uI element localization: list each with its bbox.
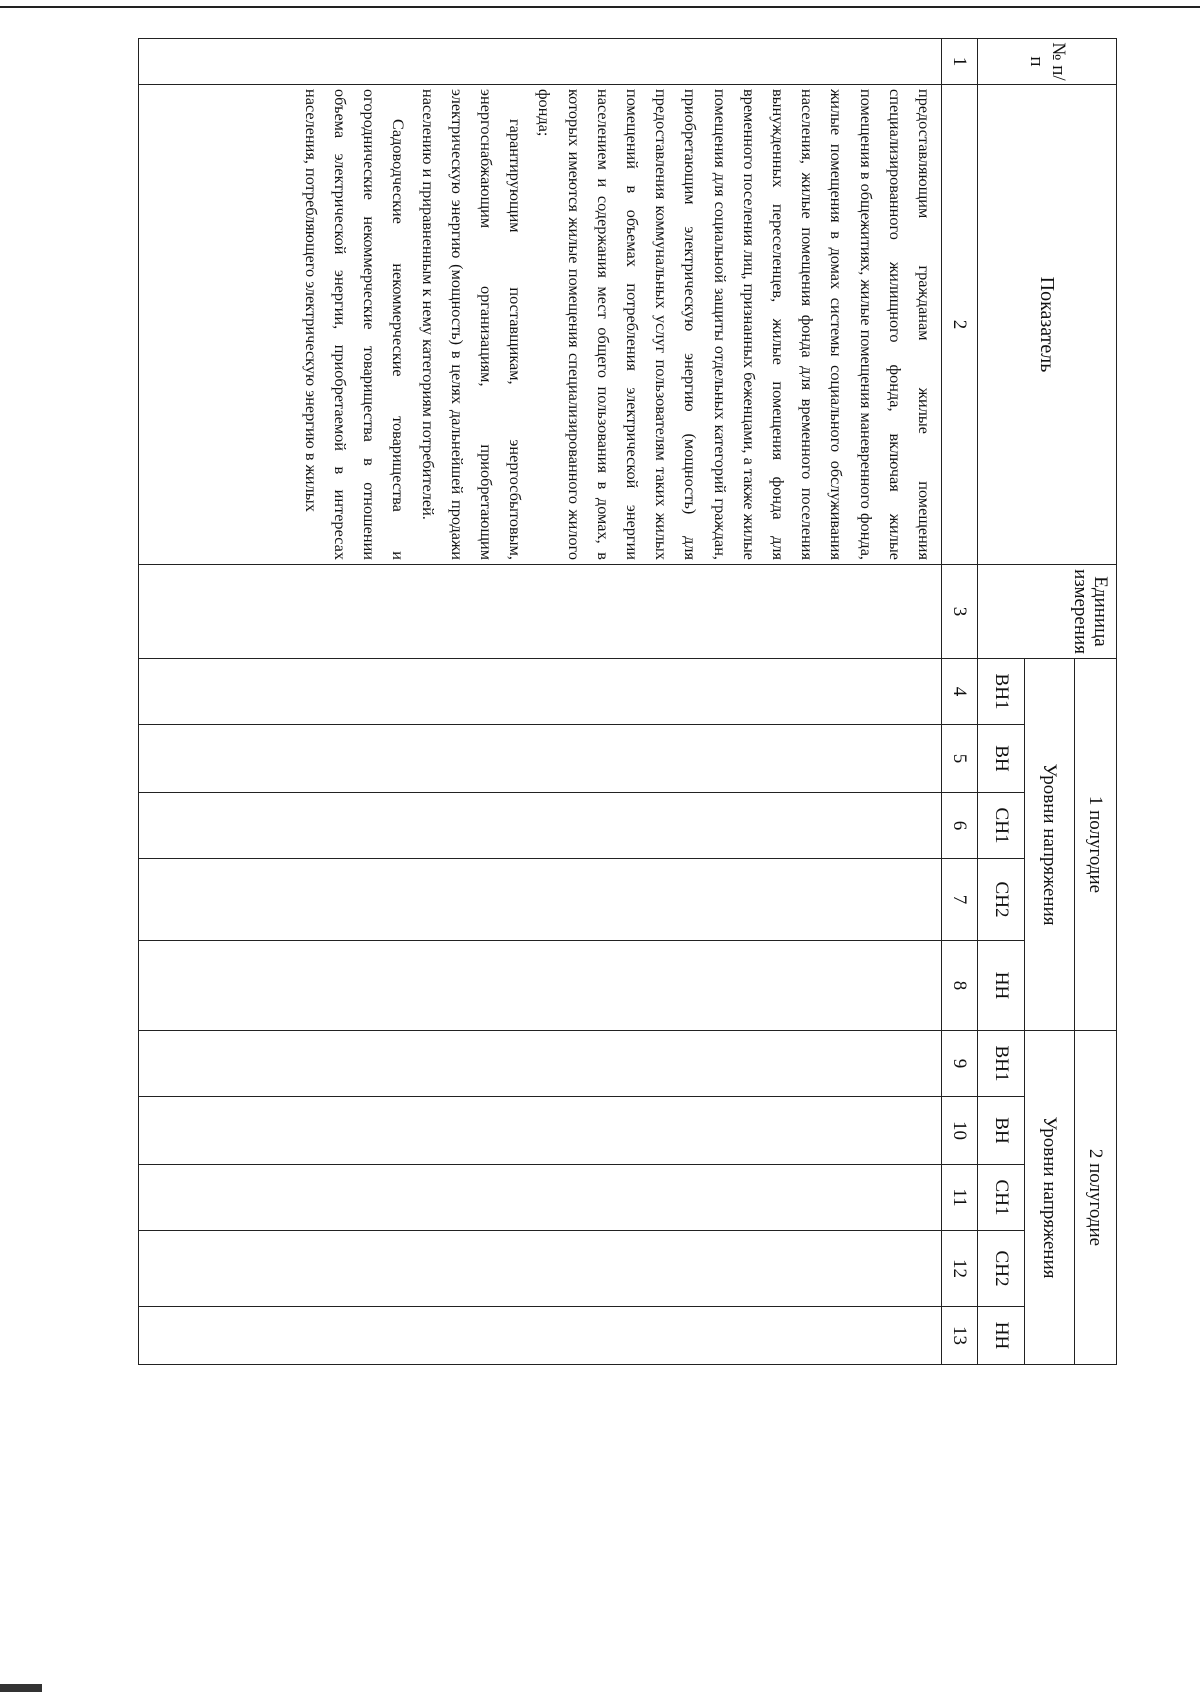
colnum-6: 6	[942, 793, 978, 859]
value-cell-nn-h1	[139, 941, 942, 1031]
value-cell-vn1-h2	[139, 1031, 942, 1097]
colnum-1: 1	[942, 39, 978, 85]
header-levels-half1: Уровни напряжения	[1025, 659, 1075, 1031]
level-vn-h2: ВН	[978, 1097, 1025, 1165]
colnum-7: 7	[942, 859, 978, 941]
colnum-5: 5	[942, 725, 978, 793]
level-nn-h1: НН	[978, 941, 1025, 1031]
colnum-9: 9	[942, 1031, 978, 1097]
header-unit: Единица измерения	[978, 565, 1117, 659]
level-vn1-h2: ВН1	[978, 1031, 1025, 1097]
tariff-table	[138, 38, 1117, 1365]
colnum-13: 13	[942, 1307, 978, 1365]
value-cell-sn2-h1	[139, 859, 942, 941]
header-half2: 2 полугодие	[1075, 1031, 1117, 1365]
indicator-text-cell	[139, 85, 942, 565]
level-vn1-h1: ВН1	[978, 659, 1025, 725]
value-cell-nn-h2	[139, 1307, 942, 1365]
colnum-4: 4	[942, 659, 978, 725]
colnum-8: 8	[942, 941, 978, 1031]
indicator-paragraph-1: предоставляющим гражданам жилые помещения специализированного жилищного фонда, включая жилые помещения в общежитиях, жилые помещения маневренного фонда, жилые помещения в домах системы социального обслуживания населения, жилые помещения фонда для временного поселения вынужденных переселенцев, жилые помещения фонда для временного поселения лиц, признанных беженцами, а также жилые помещения для социальной защиты отдельных категорий граждан, приобретающим электрическую энергию (мощность) для предоставления коммунальных услуг пользователям таких жилых помещений в объемах потребления электрической энергии населением и содержания мест общего пользования в домах, в которых имеются жилые помещения специализированного жилого фонда;	[535, 89, 934, 560]
value-cell-vn1-h1	[139, 659, 942, 725]
header-half1: 1 полугодие	[1075, 659, 1117, 1031]
level-vn-h1: ВН	[978, 725, 1025, 793]
colnum-12: 12	[942, 1231, 978, 1307]
page-bottom-mark	[0, 1684, 42, 1692]
header-num: № п/п	[978, 39, 1117, 85]
value-cell-vn-h2	[139, 1097, 942, 1165]
header-levels-half2: Уровни напряжения	[1025, 1031, 1075, 1365]
row-num-cell	[139, 39, 942, 85]
level-sn1-h1: СН1	[978, 793, 1025, 859]
value-cell-sn1-h2	[139, 1165, 942, 1231]
header-param: Показатель	[978, 85, 1117, 565]
level-sn1-h2: СН1	[978, 1165, 1025, 1231]
level-nn-h2: НН	[978, 1307, 1025, 1365]
colnum-2: 2	[942, 85, 978, 565]
colnum-10: 10	[942, 1097, 978, 1165]
value-cell-sn2-h2	[139, 1231, 942, 1307]
tariff-table-rotated	[138, 38, 1117, 1350]
level-sn2-h1: СН2	[978, 859, 1025, 941]
value-cell-sn1-h1	[139, 793, 942, 859]
indicator-paragraph-2: гарантирующим поставщикам, энергосбытовым, энергоснабжающим организациям, приобретающим электрическую энергию (мощность) в целях дальнейшей продажи населению и приравненным к нему категориям потребителей.	[418, 89, 526, 560]
colnum-3: 3	[942, 565, 978, 659]
indicator-paragraph-3: Садоводческие некоммерческие товарищества и огороднические некоммерческие товарищества в отношении объема электрической энергии, приобретаемой в интересах населения, потребляющего электрическую энергию в жилых	[301, 89, 409, 560]
page-top-border	[0, 6, 1200, 8]
unit-cell	[139, 565, 942, 659]
colnum-11: 11	[942, 1165, 978, 1231]
value-cell-vn-h1	[139, 725, 942, 793]
level-sn2-h2: СН2	[978, 1231, 1025, 1307]
